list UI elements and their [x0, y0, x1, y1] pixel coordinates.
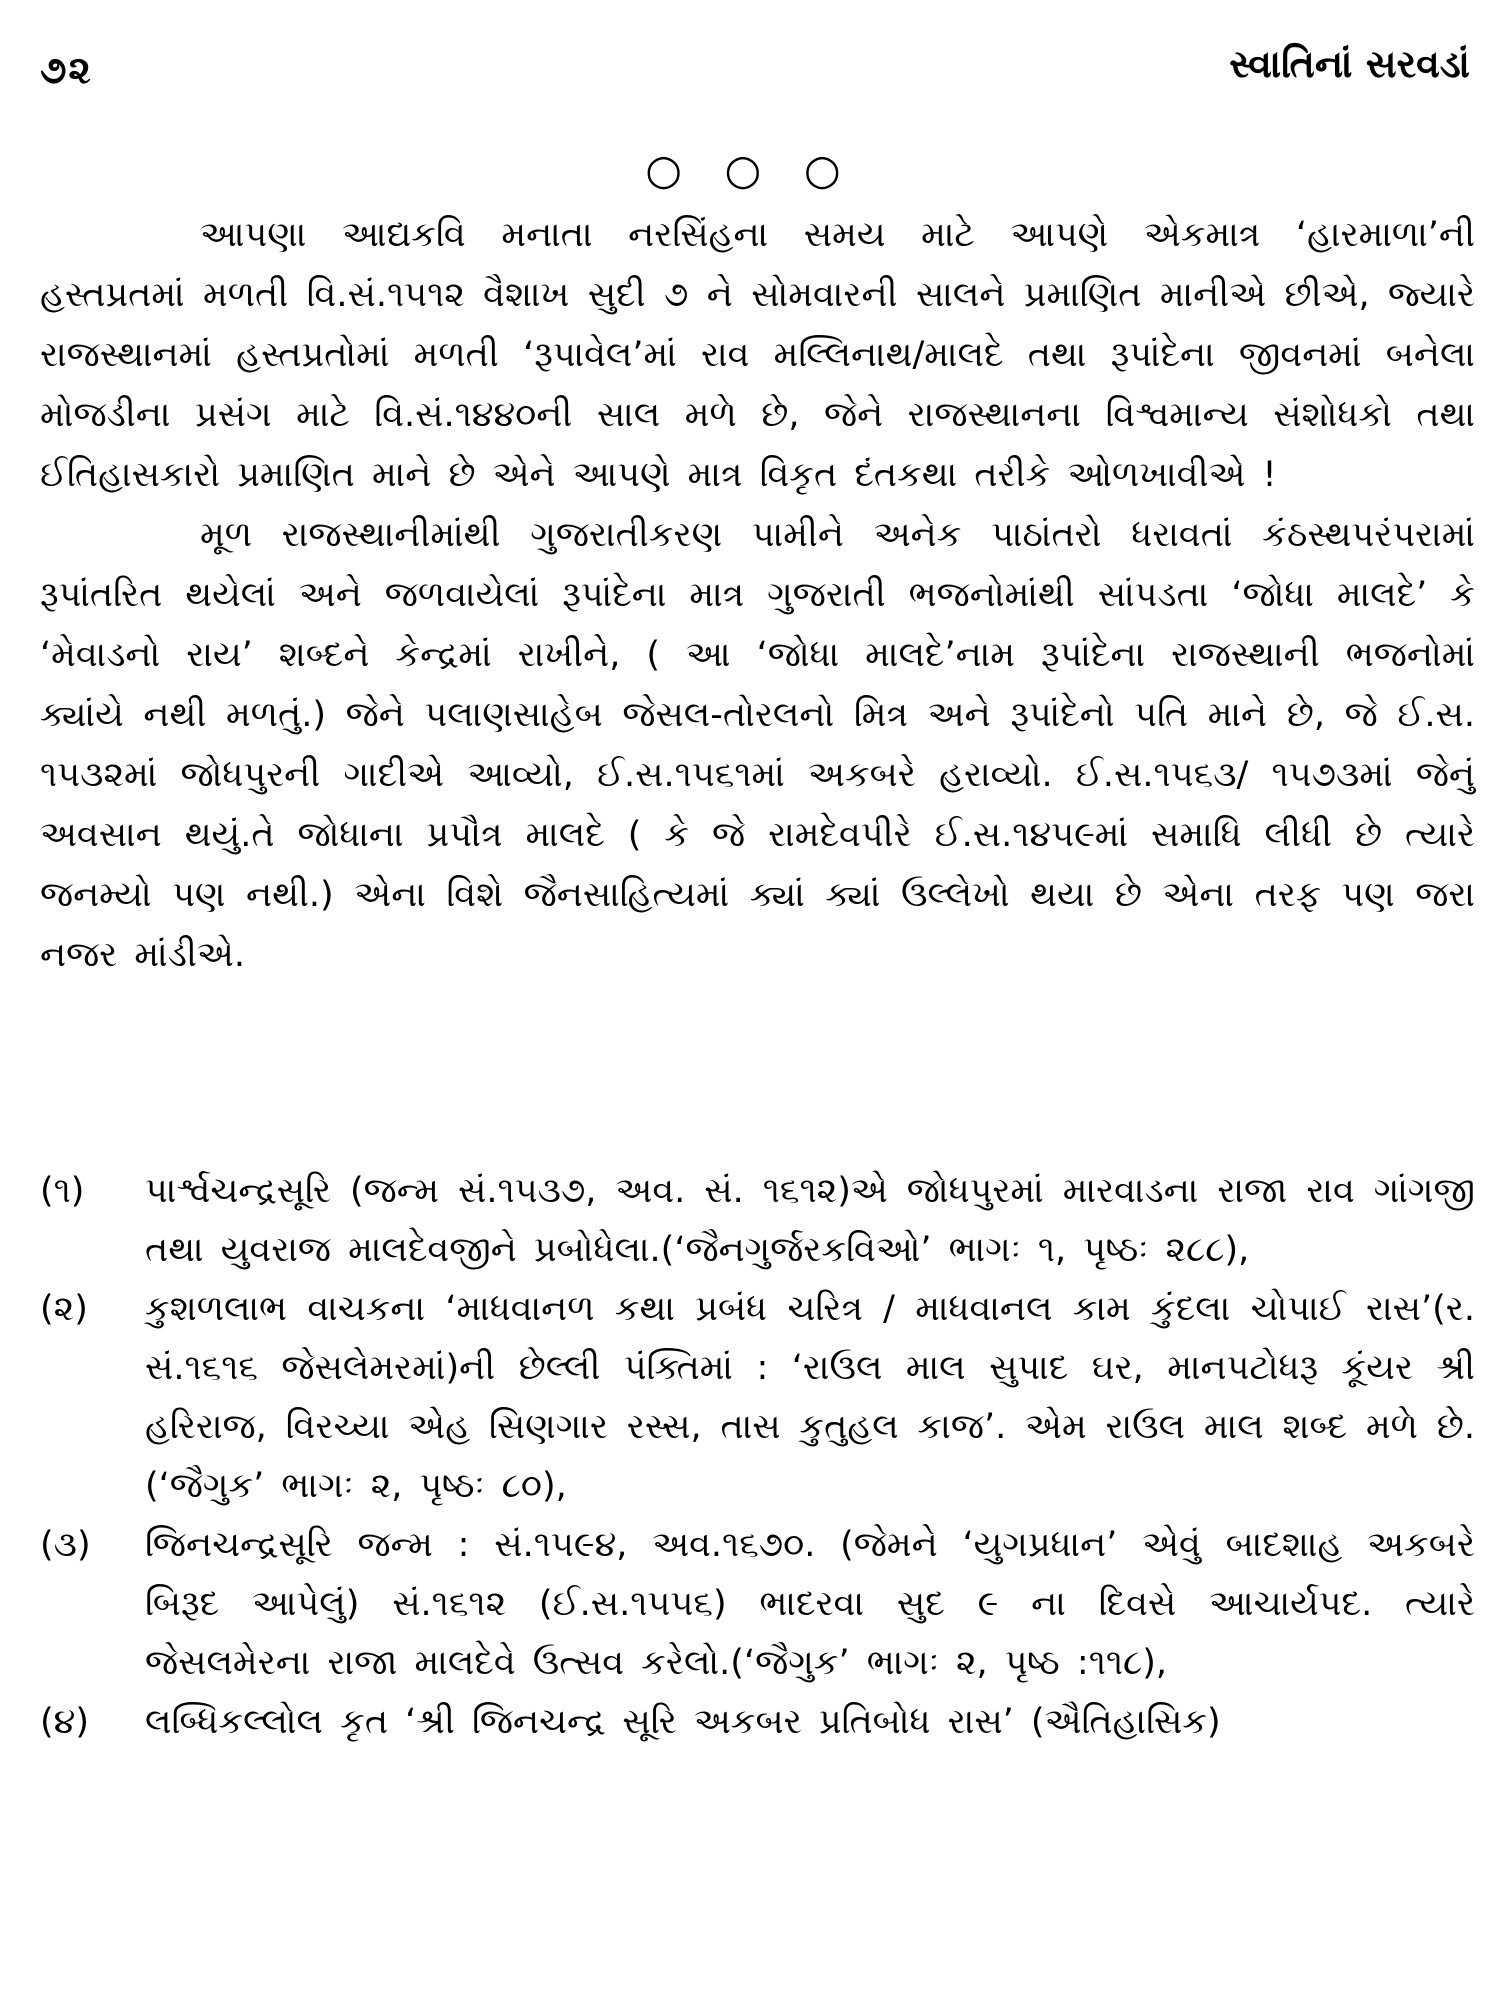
- paragraph-1: આપણા આદ્યકવિ મનાતા નરસિંહના સમય માટે આપણે એકમાત્ર ‘હારમાળા’ની હસ્તપ્રતમાં મળતી વિ.સં.૧૫૧૨ વૈશાખ સુદી ૭ ને સોમવારની સાલને પ્રમાણિત માનીએ છીએ, જ્યારે રાજસ્થાનમાં હસ્તપ્રતોમાં મળતી ‘રૂપાવેલ’માં રાવ મલ્લિનાથ/માલદે તથા રૂપાંદેના જીવનમાં બનેલા મોજડીના પ્રસંગ માટે વિ.સં.૧૪૪૦ની સાલ મળે છે, જેને રાજસ્થાનના વિશ્વમાન્ય સંશોધકો તથા ઈતિહાસકારો પ્રમાણિત માને છે એને આપણે માત્ર વિકૃત દંતકથા તરીકે ઓળખાવીએ !: [40, 215, 1475, 495]
- reference-number: (૨): [40, 1289, 88, 1329]
- section-separator: ○ ○ ○: [645, 145, 855, 194]
- reference-text: લબ્ધિકલ્લોલ કૃત ‘શ્રી જિનચન્દ્ર સૂરિ અકબર પ્રતિબોધ રાસ’ (ઐતિહાસિક): [145, 1702, 1221, 1742]
- reference-number: (૩): [40, 1525, 91, 1565]
- reference-list: [40, 1162, 1475, 1752]
- paragraph-2: મૂળ રાજસ્થાનીમાંથી ગુજરાતીકરણ પામીને અનેક પાઠાંતરો ધરાવતાં કંઠસ્થપરંપરામાં રૂપાંતરિત થયેલાં અને જળવાયેલાં રૂપાંદેના માત્ર ગુજરાતી ભજનોમાંથી સાંપડતા ‘જોધા માલદે’ કે ‘મેવાડનો રાય’ શબ્દને કેન્દ્રમાં રાખીને, ( આ ‘જોધા માલદે’નામ રૂપાંદેના રાજસ્થાની ભજનોમાં ક્યાંયે નથી મળતું.) જેને પલાણસાહેબ જેસલ-તોરલનો મિત્ર અને રૂપાંદેનો પતિ માને છે, જે ઈ.સ. ૧૫૩૨માં જોધપુરની ગાદીએ આવ્યો, ઈ.સ.૧૫૬૧માં અકબરે હરાવ્યો. ઈ.સ.૧૫૬૩/ ૧૫૭૩માં જેનું અવસાન થયું.તે જોધાના પ્રપૌત્ર માલદે ( કે જે રામદેવપીરે ઈ.સ.૧૪૫૯માં સમાધિ લીધી છે ત્યારે જનમ્યો પણ નથી.) એના વિશે જૈનસાહિત્યમાં ક્યાં ક્યાં ઉલ્લેખો થયા છે એના તરફ પણ જરા નજર માંડીએ.: [40, 515, 1475, 975]
- reference-text: પાર્શ્વચન્દ્રસૂરિ (જન્મ સં.૧૫૩૭, અવ. સં. ૧૬૧૨)એ જોધપુરમાં મારવાડના રાજા રાવ ગાંગજી તથા યુવરાજ માલદેવજીને પ્રબોધેલા.(‘જૈનગુર્જરકવિઓ’ ભાગઃ ૧, પૃષ્ઠઃ ૨૮૮),: [145, 1171, 1475, 1270]
- body-text: [40, 205, 1475, 985]
- reference-item: [40, 1693, 1475, 1752]
- running-title: સ્વાતિનાં સરવડાં: [1229, 42, 1470, 86]
- reference-item: [40, 1280, 1475, 1516]
- reference-item: [40, 1162, 1475, 1280]
- reference-text: કુશળલાભ વાચકના ‘માધવાનળ કથા પ્રબંધ ચરિત્ર / માધવાનલ કામ કુંદલા ચોપાઈ રાસ’(ર. સં.૧૬૧૬ જેસલેમરમાં)ની છેલ્લી પંક્તિમાં : ‘રાઉલ માલ સુપાદ ઘર, માનપટોધરૂ કૂંયર શ્રી હરિરાજ, વિરચ્યા એહ સિણગાર રસ્સ, તાસ કુતુહલ કાજ’. એમ રાઉલ માલ શબ્દ મળે છે. (‘જૈગુક’ ભાગઃ ૨, પૃષ્ઠઃ ૮૦),: [145, 1289, 1475, 1506]
- reference-number: (૧): [40, 1171, 85, 1211]
- page-number: ૭૨: [40, 48, 93, 92]
- reference-number: (૪): [40, 1702, 90, 1742]
- reference-text: જિનચન્દ્રસૂરિ જન્મ : સં.૧૫૯૪, અવ.૧૬૭૦. (જેમને ‘યુગપ્રધાન’ એવું બાદશાહ અકબરે બિરૂદ આપેલું) સં.૧૬૧૨ (ઈ.સ.૧૫૫૬) ભાદરવા સુદ ૯ ના દિવસે આચાર્યપદ. ત્યારે જેસલમેરના રાજા માલદેવે ઉત્સવ કરેલો.(‘જૈગુક’ ભાગઃ ૨, પૃષ્ઠ :૧૧૮),: [145, 1525, 1475, 1683]
- reference-item: [40, 1516, 1475, 1693]
